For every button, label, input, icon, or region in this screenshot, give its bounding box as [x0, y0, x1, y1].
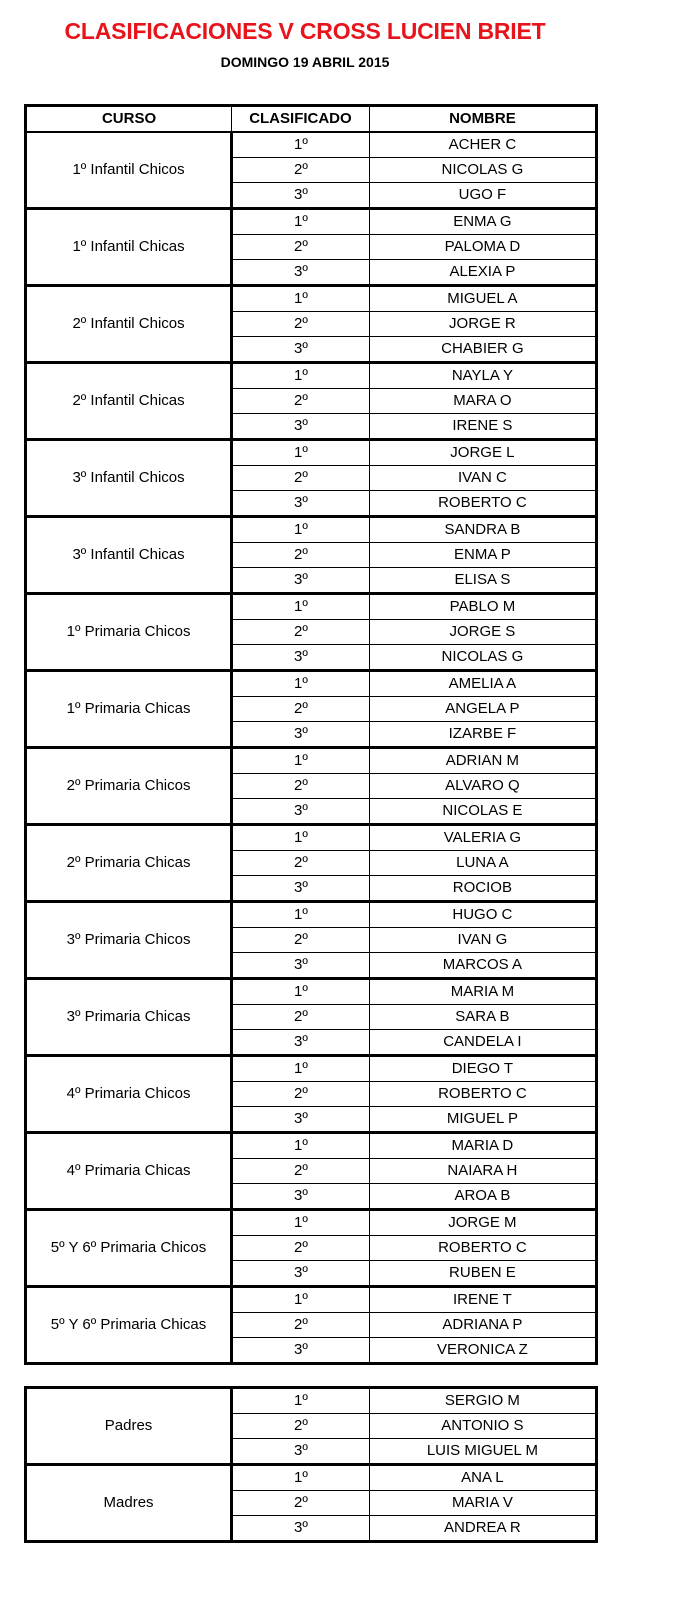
nombre-cell: SARA B: [369, 1005, 596, 1030]
nombre-cell: IVAN C: [369, 466, 596, 491]
clasificado-cell: 2º: [232, 1236, 370, 1261]
table-row: [26, 209, 597, 235]
nombre-cell: CHABIER G: [369, 337, 596, 363]
curso-cell: 3º Infantil Chicos: [26, 440, 232, 517]
nombre-cell: PABLO M: [369, 594, 596, 620]
clasificado-cell: 1º: [232, 902, 370, 928]
curso-cell: 2º Infantil Chicos: [26, 286, 232, 363]
clasificado-cell: 1º: [232, 209, 370, 235]
curso-cell: 4º Primaria Chicos: [26, 1056, 232, 1133]
clasificado-cell: 2º: [232, 466, 370, 491]
clasificado-cell: 3º: [232, 645, 370, 671]
column-header-curso: CURSO: [26, 106, 232, 133]
curso-cell: 2º Primaria Chicos: [26, 748, 232, 825]
nombre-cell: MARIA D: [369, 1133, 596, 1159]
table-row: [26, 363, 597, 389]
clasificado-cell: 1º: [232, 671, 370, 697]
table-row: [26, 748, 597, 774]
clasificado-cell: 1º: [232, 517, 370, 543]
nombre-cell: AROA B: [369, 1184, 596, 1210]
clasificado-cell: 2º: [232, 1414, 370, 1439]
clasificado-cell: 3º: [232, 1516, 370, 1542]
clasificado-cell: 2º: [232, 543, 370, 568]
table-row: [26, 440, 597, 466]
clasificado-cell: 3º: [232, 568, 370, 594]
nombre-cell: ROBERTO C: [369, 491, 596, 517]
clasificado-cell: 3º: [232, 1338, 370, 1364]
nombre-cell: MARCOS A: [369, 953, 596, 979]
clasificado-cell: 3º: [232, 1439, 370, 1465]
nombre-cell: SERGIO M: [369, 1388, 596, 1414]
nombre-cell: ALVARO Q: [369, 774, 596, 799]
clasificado-cell: 3º: [232, 491, 370, 517]
clasificado-cell: 3º: [232, 414, 370, 440]
clasificado-cell: 2º: [232, 697, 370, 722]
curso-cell: 1º Infantil Chicas: [26, 209, 232, 286]
nombre-cell: IRENE S: [369, 414, 596, 440]
table-row: [26, 132, 597, 158]
clasificado-cell: 1º: [232, 1210, 370, 1236]
clasificado-cell: 1º: [232, 363, 370, 389]
table-header-row: [26, 106, 597, 133]
nombre-cell: AMELIA A: [369, 671, 596, 697]
clasificado-cell: 3º: [232, 876, 370, 902]
table-row: [26, 1287, 597, 1313]
curso-cell: 5º Y 6º Primaria Chicos: [26, 1210, 232, 1287]
clasificado-cell: 1º: [232, 1388, 370, 1414]
curso-cell: 3º Primaria Chicas: [26, 979, 232, 1056]
nombre-cell: ELISA S: [369, 568, 596, 594]
nombre-cell: ENMA P: [369, 543, 596, 568]
clasificado-cell: 1º: [232, 1465, 370, 1491]
nombre-cell: NAIARA H: [369, 1159, 596, 1184]
nombre-cell: ANDREA R: [369, 1516, 596, 1542]
clasificado-cell: 2º: [232, 928, 370, 953]
nombre-cell: ENMA G: [369, 209, 596, 235]
clasificado-cell: 3º: [232, 1184, 370, 1210]
table-row: [26, 286, 597, 312]
curso-cell: 1º Primaria Chicas: [26, 671, 232, 748]
clasificado-cell: 3º: [232, 1261, 370, 1287]
curso-cell: 1º Infantil Chicos: [26, 132, 232, 209]
clasificado-cell: 3º: [232, 722, 370, 748]
clasificado-cell: 2º: [232, 158, 370, 183]
table-row: [26, 979, 597, 1005]
table-row: [26, 1465, 597, 1491]
table-row: [26, 1210, 597, 1236]
table-row: [26, 517, 597, 543]
nombre-cell: MIGUEL A: [369, 286, 596, 312]
clasificado-cell: 1º: [232, 825, 370, 851]
clasificado-cell: 1º: [232, 1056, 370, 1082]
clasificado-cell: 3º: [232, 799, 370, 825]
nombre-cell: ANTONIO S: [369, 1414, 596, 1439]
curso-cell: Madres: [26, 1465, 232, 1542]
nombre-cell: NICOLAS G: [369, 645, 596, 671]
nombre-cell: JORGE L: [369, 440, 596, 466]
clasificado-cell: 2º: [232, 1159, 370, 1184]
clasificado-cell: 3º: [232, 337, 370, 363]
clasificado-cell: 2º: [232, 235, 370, 260]
curso-cell: 2º Infantil Chicas: [26, 363, 232, 440]
nombre-cell: ACHER C: [369, 132, 596, 158]
nombre-cell: NAYLA Y: [369, 363, 596, 389]
nombre-cell: ALEXIA P: [369, 260, 596, 286]
clasificado-cell: 2º: [232, 620, 370, 645]
curso-cell: 5º Y 6º Primaria Chicas: [26, 1287, 232, 1364]
clasificado-cell: 3º: [232, 1107, 370, 1133]
clasificado-cell: 2º: [232, 1082, 370, 1107]
parents-results-table: [24, 1386, 598, 1543]
column-header-clasificado: CLASIFICADO: [232, 106, 370, 133]
nombre-cell: HUGO C: [369, 902, 596, 928]
clasificado-cell: 1º: [232, 132, 370, 158]
clasificado-cell: 2º: [232, 1005, 370, 1030]
results-table: [24, 104, 598, 1365]
nombre-cell: ANGELA P: [369, 697, 596, 722]
nombre-cell: PALOMA D: [369, 235, 596, 260]
clasificado-cell: 1º: [232, 594, 370, 620]
clasificado-cell: 3º: [232, 953, 370, 979]
nombre-cell: DIEGO T: [369, 1056, 596, 1082]
clasificado-cell: 2º: [232, 312, 370, 337]
clasificado-cell: 2º: [232, 774, 370, 799]
table-row: [26, 825, 597, 851]
nombre-cell: MIGUEL P: [369, 1107, 596, 1133]
clasificado-cell: 1º: [232, 440, 370, 466]
table-row: [26, 594, 597, 620]
clasificado-cell: 1º: [232, 286, 370, 312]
nombre-cell: NICOLAS G: [369, 158, 596, 183]
parents-results-body: [26, 1388, 597, 1542]
nombre-cell: IRENE T: [369, 1287, 596, 1313]
table-row: [26, 1388, 597, 1414]
nombre-cell: ROBERTO C: [369, 1236, 596, 1261]
nombre-cell: VERONICA Z: [369, 1338, 596, 1364]
curso-cell: 1º Primaria Chicos: [26, 594, 232, 671]
clasificado-cell: 1º: [232, 979, 370, 1005]
clasificado-cell: 3º: [232, 1030, 370, 1056]
nombre-cell: JORGE S: [369, 620, 596, 645]
nombre-cell: SANDRA B: [369, 517, 596, 543]
results-body: [26, 132, 597, 1364]
nombre-cell: IVAN G: [369, 928, 596, 953]
curso-cell: 3º Primaria Chicos: [26, 902, 232, 979]
clasificado-cell: 3º: [232, 260, 370, 286]
nombre-cell: JORGE M: [369, 1210, 596, 1236]
nombre-cell: CANDELA I: [369, 1030, 596, 1056]
nombre-cell: LUIS MIGUEL M: [369, 1439, 596, 1465]
clasificado-cell: 3º: [232, 183, 370, 209]
table-row: [26, 902, 597, 928]
curso-cell: 2º Primaria Chicas: [26, 825, 232, 902]
page-title: CLASIFICACIONES V CROSS LUCIEN BRIET: [64, 18, 546, 44]
nombre-cell: UGO F: [369, 183, 596, 209]
curso-cell: 4º Primaria Chicas: [26, 1133, 232, 1210]
nombre-cell: NICOLAS E: [369, 799, 596, 825]
clasificado-cell: 2º: [232, 389, 370, 414]
nombre-cell: VALERIA G: [369, 825, 596, 851]
nombre-cell: ADRIAN M: [369, 748, 596, 774]
nombre-cell: RUBEN E: [369, 1261, 596, 1287]
nombre-cell: ADRIANA P: [369, 1313, 596, 1338]
nombre-cell: JORGE R: [369, 312, 596, 337]
clasificado-cell: 2º: [232, 851, 370, 876]
nombre-cell: MARA O: [369, 389, 596, 414]
table-row: [26, 1133, 597, 1159]
clasificado-cell: 2º: [232, 1313, 370, 1338]
curso-cell: 3º Infantil Chicas: [26, 517, 232, 594]
curso-cell: Padres: [26, 1388, 232, 1465]
clasificado-cell: 2º: [232, 1491, 370, 1516]
nombre-cell: ROBERTO C: [369, 1082, 596, 1107]
nombre-cell: MARIA M: [369, 979, 596, 1005]
table-row: [26, 1056, 597, 1082]
nombre-cell: MARIA V: [369, 1491, 596, 1516]
table-row: [26, 671, 597, 697]
column-header-nombre: NOMBRE: [369, 106, 596, 133]
nombre-cell: ANA L: [369, 1465, 596, 1491]
clasificado-cell: 1º: [232, 748, 370, 774]
nombre-cell: IZARBE F: [369, 722, 596, 748]
clasificado-cell: 1º: [232, 1133, 370, 1159]
page-subtitle: DOMINGO 19 ABRIL 2015: [220, 54, 390, 70]
clasificado-cell: 1º: [232, 1287, 370, 1313]
nombre-cell: ROCIOB: [369, 876, 596, 902]
nombre-cell: LUNA A: [369, 851, 596, 876]
